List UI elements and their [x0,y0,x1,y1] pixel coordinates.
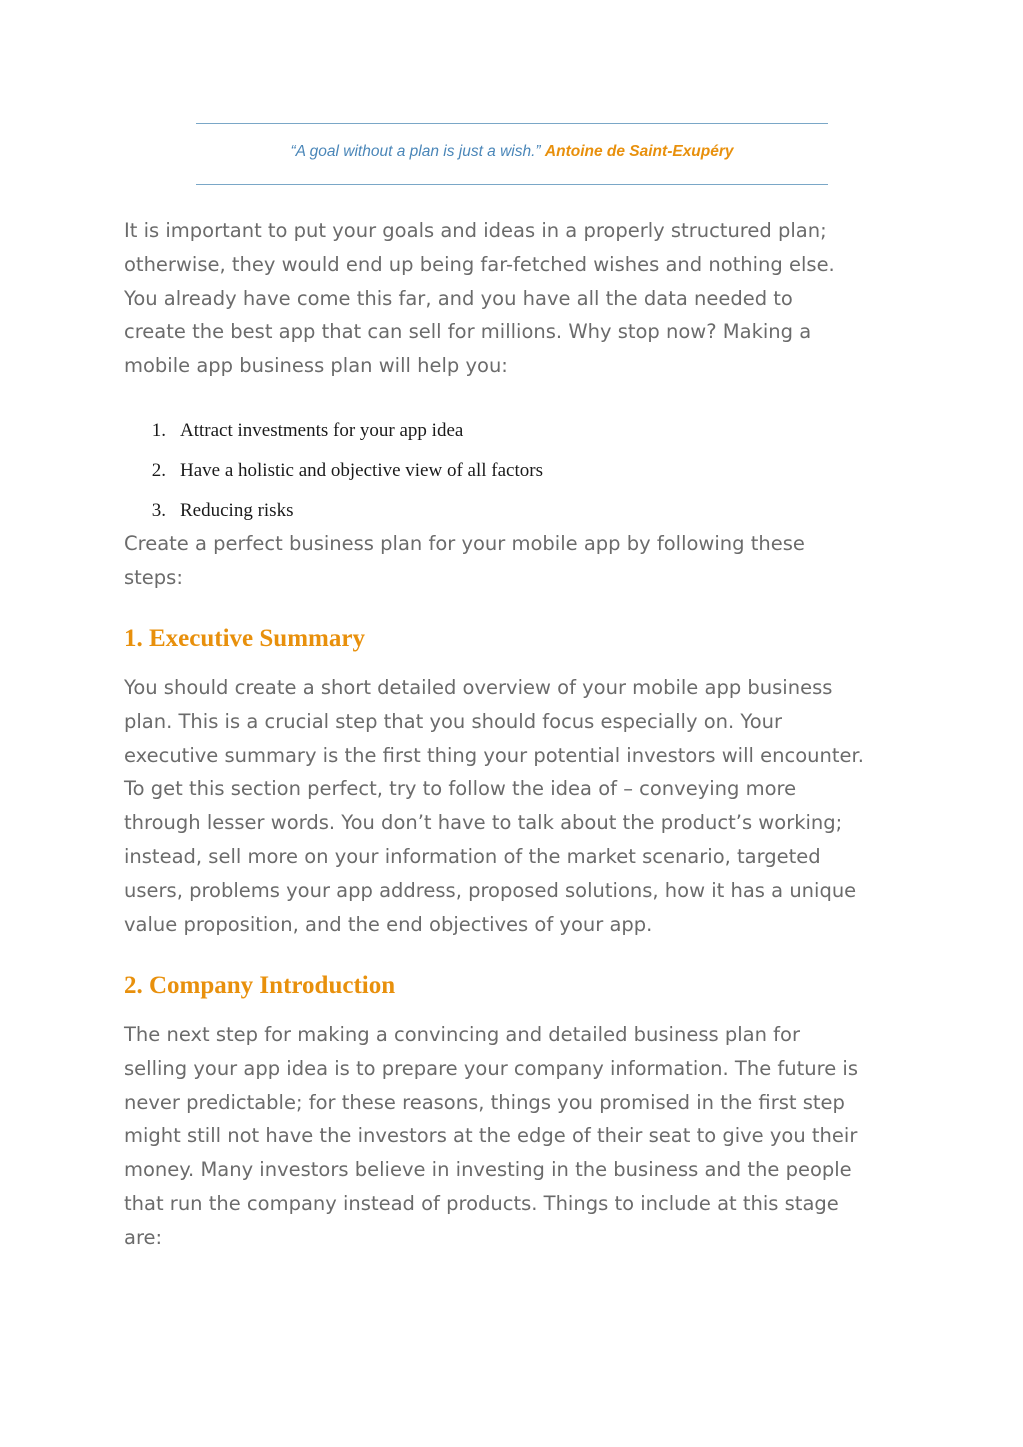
paragraph-line: never predictable; for these reasons, things you promised in the first step [124,1090,845,1114]
paragraph-line: plan. This is a crucial step that you should focus especially on. Your [124,709,783,733]
list-text: Attract investments for your app idea [180,420,464,441]
paragraph-line: instead, sell more on your information of the market scenario, targeted [124,844,821,868]
quote-text: “A goal without a plan is just a wish.” [290,143,541,160]
quote-author: Antoine de Saint-Exupéry [544,143,734,160]
steps-intro-line: steps: [124,565,183,589]
paragraph-line: To get this section perfect, try to follow the idea of – conveying more [124,777,797,801]
company-introduction-paragraph [124,1018,914,1255]
paragraph-line: The next step for making a convincing and detailed business plan for [124,1023,800,1046]
quote-line [196,142,828,162]
paragraph-line: that run the company instead of products. Things to include at this stage [124,1191,839,1215]
paragraph-line: value proposition, and the end objectives of your app. [124,912,653,936]
intro-line: create the best app that can sell for millions. Why stop now? Making a [124,320,812,344]
steps-intro-line: Create a perfect business plan for your mobile app by following these [124,532,805,555]
list-item [124,454,543,494]
paragraph-line: You should create a short detailed overview of your mobile app business [124,676,833,699]
steps-intro-paragraph [124,527,914,595]
paragraph-line: might still not have the investors at the edge of their seat to give you their [124,1124,858,1148]
paragraph-line: are: [124,1225,163,1249]
intro-line: It is important to put your goals and ideas in a properly structured plan; [124,219,827,242]
intro-line: You already have come this far, and you have all the data needed to [124,286,793,310]
section-heading-company-introduction: 2. Company Introduction [124,972,396,999]
executive-summary-paragraph [124,671,914,941]
paragraph-line: executive summary is the first thing your potential investors will encounter. [124,743,864,767]
list-item [124,414,543,454]
list-text: Reducing risks [180,500,294,521]
intro-line: otherwise, they would end up being far-fetched wishes and nothing else. [124,252,835,276]
paragraph-line: selling your app idea is to prepare your company information. The future is [124,1056,858,1080]
paragraph-line: through lesser words. You don’t have to talk about the product’s working; [124,811,843,835]
paragraph-line: money. Many investors believe in investing in the business and the people [124,1158,852,1182]
list-number: 1. [151,420,166,441]
benefits-list [124,414,543,534]
intro-line: mobile app business plan will help you: [124,354,508,378]
paragraph-line: users, problems your app address, proposed solutions, how it has a unique [124,878,857,902]
intro-paragraph [124,214,914,383]
quote-block [196,123,828,185]
list-number: 3. [151,500,166,521]
section-heading-executive-summary: 1. Executive Summary [124,625,365,652]
list-number: 2. [151,460,166,481]
list-text: Have a holistic and objective view of all factors [180,460,543,481]
